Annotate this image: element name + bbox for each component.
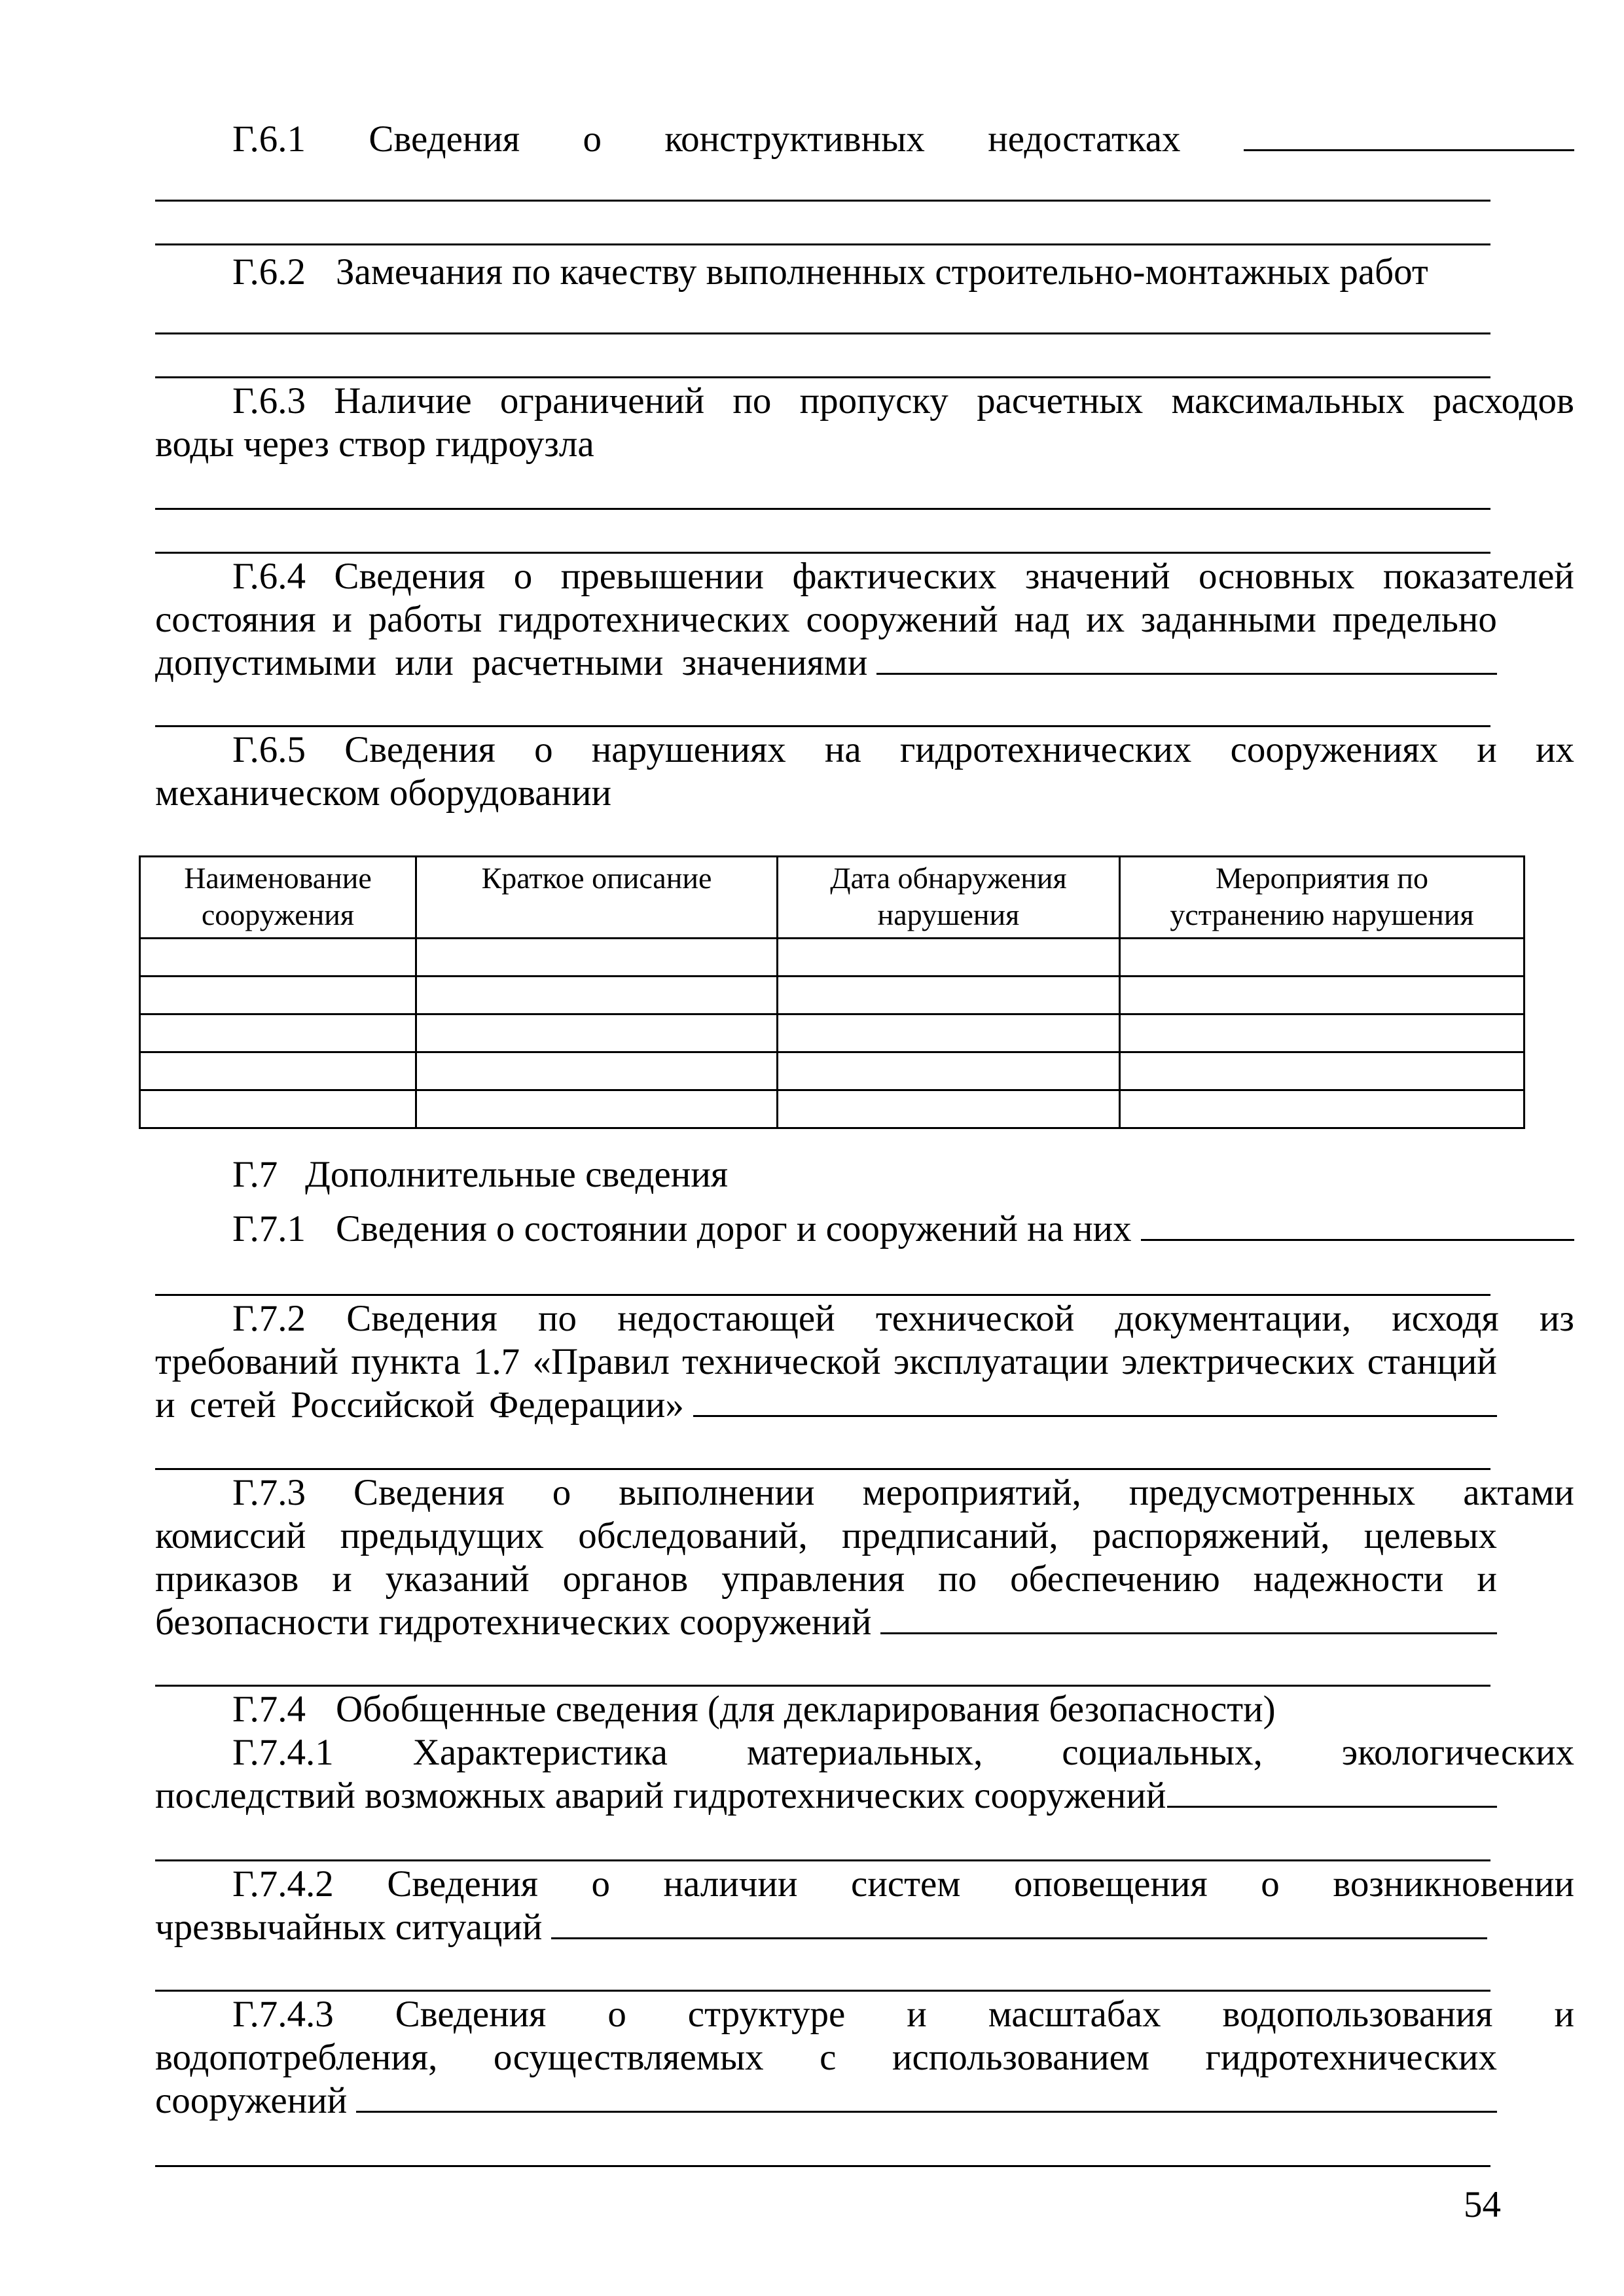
section-g73-line2: комиссий предыдущих обследований, предписаний, распоряжений, целевых — [155, 1515, 1497, 1556]
fill-line[interactable] — [155, 332, 1490, 334]
fill-line[interactable] — [155, 725, 1490, 727]
section-g743-line2: водопотребления, осуществляемых с использованием гидротехнических — [155, 2037, 1497, 2078]
fill-line[interactable] — [155, 1468, 1490, 1470]
section-number: Г.7 — [232, 1154, 278, 1195]
section-number: Г.6.1 — [232, 118, 306, 160]
table-cell[interactable] — [140, 977, 416, 1014]
section-number: Г.7.4.3 — [232, 1994, 334, 2035]
section-number: Г.7.4 — [232, 1689, 306, 1730]
section-g72-line3: и сетей Российской Федерации» — [155, 1384, 1497, 1427]
fill-line[interactable] — [155, 376, 1490, 378]
fill-line[interactable] — [155, 1990, 1490, 1992]
table-row — [140, 1090, 1525, 1128]
table-cell[interactable] — [778, 939, 1120, 977]
column-header-date: Дата обнаружения нарушения — [778, 857, 1120, 939]
column-header-name: Наименование сооружения — [140, 857, 416, 939]
fill-line[interactable] — [155, 1685, 1490, 1687]
section-g64-line2: состояния и работы гидротехнических сооружений над их заданными предельно — [155, 599, 1497, 640]
section-g73-line1: Г.7.3 Сведения о выполнении мероприятий, предусмотренных актами — [232, 1472, 1574, 1513]
fill-blank[interactable] — [1167, 1774, 1497, 1808]
section-g7-line1: Г.7 Дополнительные сведения — [232, 1154, 729, 1195]
page-number: 54 — [1464, 2184, 1501, 2225]
table-cell[interactable] — [778, 1090, 1120, 1128]
fill-blank[interactable] — [876, 641, 1497, 675]
section-g73-line3: приказов и указаний органов управления по обеспечению надежности и — [155, 1558, 1497, 1600]
table-cell[interactable] — [778, 1052, 1120, 1090]
section-g74-line1: Г.7.4 Обобщенные сведения (для декларирования безопасности) — [232, 1689, 1276, 1730]
section-g63-line2: воды через створ гидроузла — [155, 423, 594, 465]
fill-line[interactable] — [155, 552, 1490, 554]
fill-line[interactable] — [155, 2165, 1490, 2167]
section-g743-line3: сооружений — [155, 2079, 1497, 2123]
section-g64-line3: допустимыми или расчетными значениями — [155, 641, 1497, 685]
fill-blank[interactable] — [1141, 1208, 1574, 1241]
section-g742-line1: Г.7.4.2 Сведения о наличии систем оповещения о возникновении — [232, 1863, 1574, 1905]
table-cell[interactable] — [778, 977, 1120, 1014]
section-number: Г.7.4.2 — [232, 1863, 334, 1905]
table-cell[interactable] — [140, 1052, 416, 1090]
table-cell[interactable] — [1120, 1052, 1525, 1090]
section-number: Г.7.1 — [232, 1208, 306, 1249]
section-g65-line1: Г.6.5 Сведения о нарушениях на гидротехнических сооружениях и их — [232, 729, 1574, 770]
fill-blank[interactable] — [880, 1601, 1497, 1634]
table-row — [140, 1014, 1525, 1052]
table-cell[interactable] — [416, 1014, 778, 1052]
table-row — [140, 977, 1525, 1014]
table-cell[interactable] — [1120, 939, 1525, 977]
section-number: Г.7.4.1 — [232, 1732, 334, 1773]
section-g71-line1: Г.7.1 Сведения о состоянии дорог и сооружений на них — [155, 1208, 1574, 1251]
section-g72-line1: Г.7.2 Сведения по недостающей технической документации, исходя из — [232, 1298, 1574, 1339]
section-number: Г.7.3 — [232, 1472, 306, 1513]
section-g741-line2: последствий возможных аварий гидротехнических сооружений — [155, 1774, 1497, 1818]
table-cell[interactable] — [416, 939, 778, 977]
fill-blank[interactable] — [551, 1906, 1487, 1939]
section-g65-line2: механическом оборудовании — [155, 772, 612, 814]
section-g62-line1: Г.6.2 Замечания по качеству выполненных строительно-монтажных работ — [232, 251, 1428, 293]
section-g741-line1: Г.7.4.1 Характеристика материальных, социальных, экологических — [232, 1732, 1574, 1773]
section-number: Г.6.5 — [232, 729, 306, 770]
section-g61-line1: Г.6.1 Сведения о конструктивных недостатках — [155, 118, 1574, 161]
table-cell[interactable] — [1120, 1014, 1525, 1052]
table-header-row — [140, 857, 1525, 939]
fill-line[interactable] — [155, 1294, 1490, 1296]
table-cell[interactable] — [416, 1090, 778, 1128]
table-row — [140, 939, 1525, 977]
fill-line[interactable] — [155, 1859, 1490, 1861]
table-row — [140, 1052, 1525, 1090]
table-cell[interactable] — [140, 939, 416, 977]
column-header-measures: Мероприятия по устранению нарушения — [1120, 857, 1525, 939]
table-cell[interactable] — [1120, 1090, 1525, 1128]
section-number: Г.6.3 — [232, 380, 306, 422]
violations-table — [139, 855, 1525, 1129]
section-g73-line4: безопасности гидротехнических сооружений — [155, 1601, 1497, 1644]
table-cell[interactable] — [140, 1014, 416, 1052]
fill-blank[interactable] — [1244, 118, 1574, 151]
column-header-description: Краткое описание — [416, 857, 778, 939]
table-cell[interactable] — [416, 1052, 778, 1090]
table-cell[interactable] — [416, 977, 778, 1014]
section-g64-line1: Г.6.4 Сведения о превышении фактических значений основных показателей — [232, 556, 1574, 597]
section-g743-line1: Г.7.4.3 Сведения о структуре и масштабах водопользования и — [232, 1994, 1574, 2035]
section-number: Г.6.2 — [232, 251, 306, 293]
section-g63-line1: Г.6.3 Наличие ограничений по пропуску расчетных максимальных расходов — [232, 380, 1574, 422]
section-number: Г.7.2 — [232, 1298, 306, 1339]
fill-blank[interactable] — [693, 1384, 1497, 1417]
fill-blank[interactable] — [356, 2079, 1497, 2113]
section-number: Г.6.4 — [232, 556, 306, 597]
table-cell[interactable] — [778, 1014, 1120, 1052]
table-cell[interactable] — [1120, 977, 1525, 1014]
section-g72-line2: требований пункта 1.7 «Правил технической эксплуатации электрических станций — [155, 1341, 1497, 1382]
fill-line[interactable] — [155, 243, 1490, 245]
section-g742-line2: чрезвычайных ситуаций — [155, 1906, 1487, 1949]
table-cell[interactable] — [140, 1090, 416, 1128]
fill-line[interactable] — [155, 200, 1490, 202]
fill-line[interactable] — [155, 508, 1490, 510]
